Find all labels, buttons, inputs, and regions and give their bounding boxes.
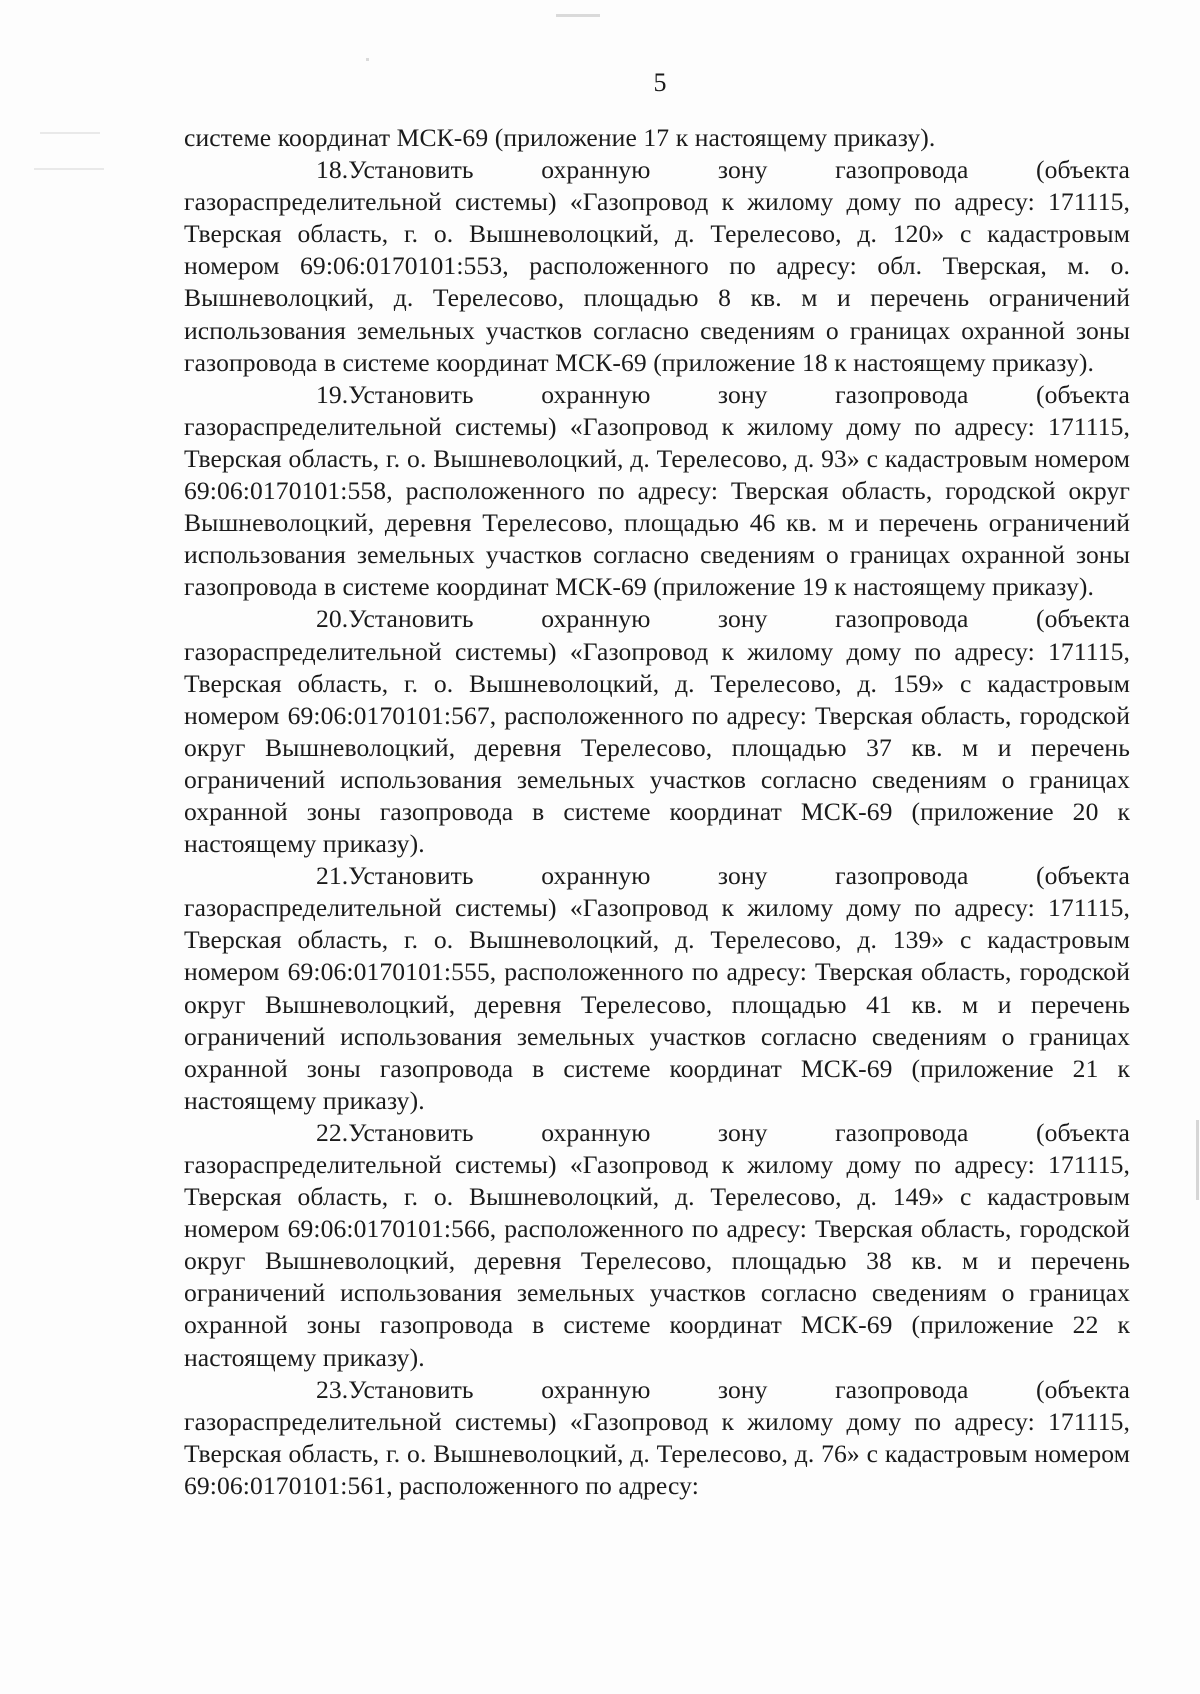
list-item	[184, 154, 1130, 379]
item-text: Установить охранную зону газопровода (объекта газораспределительной системы) «Газопровод к жилому дому по адресу: 171115, Тверская область, г. о. Вышневолоцкий, д. Терелесово, д. 139» с кадастровым номером 69:06:0170101:555, расположенного по адресу: Тверская область, городской округ Вышневолоцкий, деревня Терелесово, площадью 41 кв. м и перечень ограничений использования земельных участков согласно сведениям о границах охранной зоны газопровода в системе координат МСК-69 (приложение 21 к настоящему приказу).	[184, 861, 1130, 1115]
scan-artifact	[1196, 1120, 1199, 1200]
document-body	[184, 122, 1130, 1502]
item-number: 20.	[316, 604, 349, 634]
item-text: Установить охранную зону газопровода (объекта газораспределительной системы) «Газопровод к жилому дому по адресу: 171115, Тверская область, г. о. Вышневолоцкий, д. Терелесово, д. 149» с кадастровым номером 69:06:0170101:566, расположенного по адресу: Тверская область, городской округ Вышневолоцкий, деревня Терелесово, площадью 38 кв. м и перечень ограничений использования земельных участков согласно сведениям о границах охранной зоны газопровода в системе координат МСК-69 (приложение 22 к настоящему приказу).	[184, 1117, 1130, 1372]
list-item	[184, 379, 1130, 604]
item-number: 22.	[316, 1117, 349, 1147]
scan-artifact	[556, 14, 600, 17]
page-number: 5	[653, 68, 667, 97]
item-number: 19.	[316, 379, 349, 409]
list-item	[184, 603, 1130, 860]
list-item	[184, 1117, 1130, 1374]
list-item	[184, 860, 1130, 1117]
item-text: Установить охранную зону газопровода (объекта газораспределительной системы) «Газопровод к жилому дому по адресу: 171115, Тверская область, г. о. Вышневолоцкий, д. Терелесово, д. 159» с кадастровым номером 69:06:0170101:567, расположенного по адресу: Тверская область, городской округ Вышневолоцкий, деревня Терелесово, площадью 37 кв. м и перечень ограничений использования земельных участков согласно сведениям о границах охранной зоны газопровода в системе координат МСК-69 (приложение 20 к настоящему приказу).	[184, 604, 1130, 859]
scan-artifact	[34, 168, 104, 170]
scan-artifact	[40, 132, 100, 134]
item-number: 21.	[316, 861, 349, 891]
opening-line: системе координат МСК-69 (приложение 17 к настоящему приказу).	[184, 123, 936, 152]
item-number: 18.	[316, 155, 349, 185]
item-number: 23.	[316, 1374, 349, 1404]
item-text: Установить охранную зону газопровода (объекта газораспределительной системы) «Газопровод к жилому дому по адресу: 171115, Тверская область, г. о. Вышневолоцкий, д. Терелесово, д. 93» с кадастровым номером 69:06:0170101:558, расположенного по адресу: Тверская область, городской округ Вышневолоцкий, деревня Терелесово, площадью 46 кв. м и перечень ограничений использования земельных участков согласно сведениям о границах охранной зоны газопровода в системе координат МСК-69 (приложение 19 к настоящему приказу).	[184, 379, 1130, 602]
scan-artifact	[366, 58, 369, 61]
item-text: Установить охранную зону газопровода (объекта газораспределительной системы) «Газопровод к жилому дому по адресу: 171115, Тверская область, г. о. Вышневолоцкий, д. Терелесово, д. 76» с кадастровым номером 69:06:0170101:561, расположенного по адресу:	[184, 1374, 1130, 1500]
item-text: Установить охранную зону газопровода (объекта газораспределительной системы) «Газопровод к жилому дому по адресу: 171115, Тверская область, г. о. Вышневолоцкий, д. Терелесово, д. 120» с кадастровым номером 69:06:0170101:553, расположенного по адресу: обл. Тверская, м. о. Вышневолоцкий, д. Терелесово, площадью 8 кв. м и перечень ограничений использования земельных участков согласно сведениям о границах охранной зоны газопровода в системе координат МСК-69 (приложение 18 к настоящему приказу).	[184, 155, 1130, 377]
list-item	[184, 1374, 1130, 1502]
